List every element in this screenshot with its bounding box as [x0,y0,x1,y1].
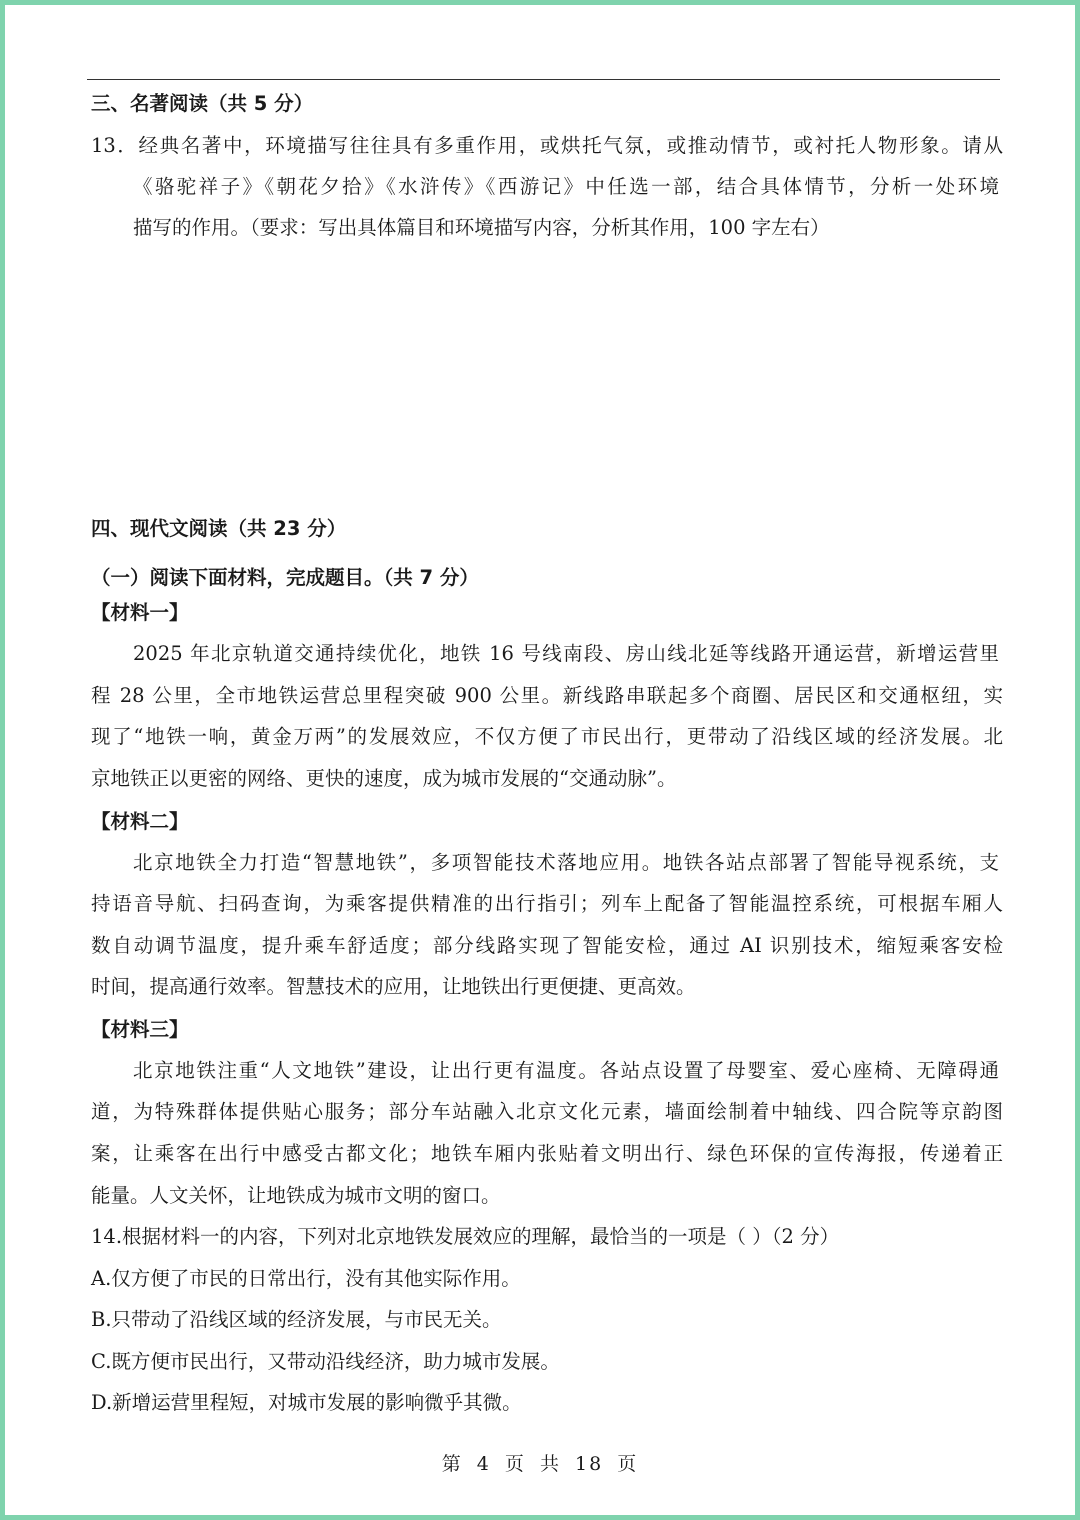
material1-line: 程 28 公里，全市地铁运营总里程突破 900 公里。新线路串联起多个商圈、居民区和交通枢纽，实 [91,684,1003,707]
q13-line-1: 13．经典名著中，环境描写往往具有多重作用，或烘托气氛，或推动情节，或衬托人物形象。请从 [91,134,1003,157]
material2-line: 数自动调节温度，提升乘车舒适度；部分线路实现了智能安检，通过 AI 识别技术，缩短乘客安检 [91,934,1003,957]
material3-line: 能量。人文关怀，让地铁成为城市文明的窗口。 [91,1184,501,1207]
material2-label: 【材料二】 [91,810,189,833]
material1-line: 2025 年北京轨道交通持续优化，地铁 16 号线南段、房山线北延等线路开通运营，新增运营里 [133,642,999,665]
q14-option-b: B.只带动了沿线区域的经济发展，与市民无关。 [91,1308,502,1331]
q13-line-3: 描写的作用。（要求：写出具体篇目和环境描写内容，分析其作用，100 字左右） [133,216,830,239]
q14-option-d: D.新增运营里程短，对城市发展的影响微乎其微。 [91,1391,522,1414]
q14-option-c: C.既方便市民出行，又带动沿线经济，助力城市发展。 [91,1350,560,1373]
material1-line: 京地铁正以更密的网络、更快的速度，成为城市发展的“交通动脉”。 [91,767,677,790]
top-divider [87,79,1000,80]
q13-line-2: 《骆驼祥子》《朝花夕拾》《水浒传》《西游记》中任选一部，结合具体情节，分析一处环境 [133,175,999,198]
section4-heading: 四、现代文阅读（共 23 分） [91,517,347,540]
material3-line: 道，为特殊群体提供贴心服务；部分车站融入北京文化元素，墙面绘制着中轴线、四合院等京韵图 [91,1100,1003,1123]
material2-line: 北京地铁全力打造“智慧地铁”，多项智能技术落地应用。地铁各站点部署了智能导视系统，支 [133,851,999,874]
material1-label: 【材料一】 [91,601,189,624]
material2-line: 时间，提高通行效率。智慧技术的应用，让地铁出行更便捷、更高效。 [91,975,696,998]
q14-option-a: A.仅方便了市民的日常出行，没有其他实际作用。 [91,1267,521,1290]
material3-label: 【材料三】 [91,1018,189,1041]
part1-heading: （一）阅读下面材料，完成题目。（共 7 分） [91,566,479,589]
section3-heading: 三、名著阅读（共 5 分） [91,92,314,115]
material3-line: 北京地铁注重“人文地铁”建设，让出行更有温度。各站点设置了母婴室、爱心座椅、无障碍通 [133,1059,999,1082]
material3-line: 案，让乘客在出行中感受古都文化；地铁车厢内张贴着文明出行、绿色环保的宣传海报，传递着正 [91,1142,1003,1165]
material2-line: 持语音导航、扫码查询，为乘客提供精准的出行指引；列车上配备了智能温控系统，可根据车厢人 [91,892,1003,915]
page-number: 第 4 页 共 18 页 [441,1453,639,1475]
q14-stem: 14.根据材料一的内容，下列对北京地铁发展效应的理解，最恰当的一项是（ ）（2 分） [91,1225,840,1248]
material1-line: 现了“地铁一响，黄金万两”的发展效应，不仅方便了市民出行，更带动了沿线区域的经济发展。北 [91,725,1003,748]
